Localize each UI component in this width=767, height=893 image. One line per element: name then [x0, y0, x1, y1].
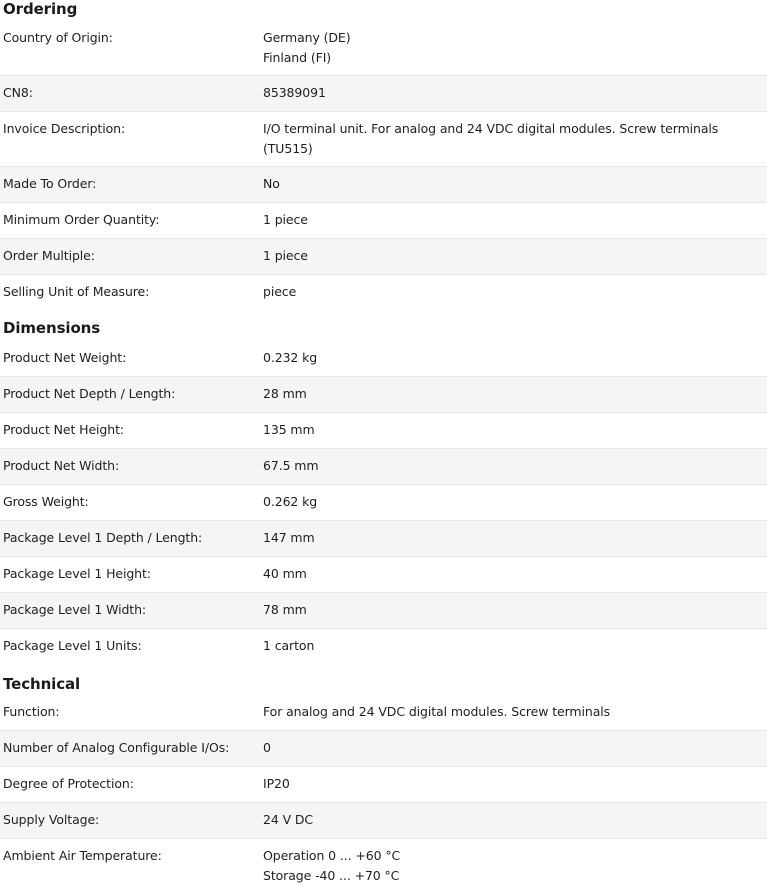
spec-value: 67.5 mm [263, 458, 319, 473]
spec-row [0, 731, 767, 767]
spec-value-line: Operation 0 ... +60 °C [263, 848, 401, 863]
spec-row [0, 21, 767, 76]
spec-value: For analog and 24 VDC digital modules. Screw terminals [263, 704, 611, 719]
section-ordering [0, 0, 767, 311]
spec-value: 28 mm [263, 386, 307, 401]
spec-value-line: Finland (FI) [263, 50, 332, 65]
spec-value [263, 19, 767, 75]
spec-row [0, 76, 767, 112]
section-dimensions [0, 311, 767, 665]
spec-row [0, 803, 767, 839]
spec-value: 85389091 [263, 85, 326, 100]
spec-row [0, 449, 767, 485]
spec-value: 1 piece [263, 212, 308, 227]
spec-label: Made To Order: [3, 176, 97, 191]
spec-row [0, 377, 767, 413]
spec-label: Product Net Weight: [3, 350, 127, 365]
spec-label: Product Net Height: [3, 422, 124, 437]
spec-row [0, 413, 767, 449]
spec-label: Package Level 1 Depth / Length: [3, 530, 203, 545]
section-title: Ordering [3, 0, 78, 18]
spec-value: 78 mm [263, 602, 307, 617]
spec-row [0, 275, 767, 311]
spec-label: Invoice Description: [3, 121, 126, 136]
spec-label: Product Net Depth / Length: [3, 386, 176, 401]
spec-row [0, 485, 767, 521]
spec-label: Ambient Air Temperature: [3, 848, 162, 863]
spec-row [0, 767, 767, 803]
spec-row [0, 839, 767, 893]
spec-value: No [263, 176, 280, 191]
spec-value: piece [263, 284, 297, 299]
spec-label: Country of Origin: [3, 30, 113, 45]
spec-value-line: Germany (DE) [263, 30, 351, 45]
spec-label: Package Level 1 Height: [3, 566, 151, 581]
spec-value: 0 [263, 740, 271, 755]
section-title: Technical [3, 675, 81, 693]
spec-value: 24 V DC [263, 812, 314, 827]
spec-value-line: Storage -40 ... +70 °C [263, 868, 400, 883]
spec-value: 0.262 kg [263, 494, 318, 509]
spec-row [0, 239, 767, 275]
spec-label: Product Net Width: [3, 458, 120, 473]
spec-row [0, 593, 767, 629]
spec-row [0, 112, 767, 167]
spec-row [0, 341, 767, 377]
spec-label: Package Level 1 Units: [3, 638, 142, 653]
spec-row [0, 695, 767, 731]
spec-label: Selling Unit of Measure: [3, 284, 150, 299]
spec-label: CN8: [3, 85, 33, 100]
spec-row [0, 629, 767, 665]
spec-value: I/O terminal unit. For analog and 24 VDC digital modules. Screw terminals (TU515) [263, 121, 719, 156]
spec-label: Supply Voltage: [3, 812, 100, 827]
spec-value [263, 837, 767, 893]
spec-value: IP20 [263, 776, 290, 791]
section-title: Dimensions [3, 319, 101, 337]
spec-label: Number of Analog Configurable I/Os: [3, 740, 230, 755]
spec-value: 135 mm [263, 422, 315, 437]
spec-value: 40 mm [263, 566, 307, 581]
spec-label: Function: [3, 704, 60, 719]
spec-value: 1 carton [263, 638, 315, 653]
spec-label: Minimum Order Quantity: [3, 212, 160, 227]
spec-label: Degree of Protection: [3, 776, 134, 791]
spec-label: Gross Weight: [3, 494, 89, 509]
section-technical [0, 665, 767, 893]
spec-value: 1 piece [263, 248, 308, 263]
spec-value: 147 mm [263, 530, 315, 545]
spec-row [0, 557, 767, 593]
spec-row [0, 167, 767, 203]
spec-label: Package Level 1 Width: [3, 602, 147, 617]
spec-row [0, 203, 767, 239]
spec-row [0, 521, 767, 557]
spec-label: Order Multiple: [3, 248, 95, 263]
spec-value: 0.232 kg [263, 350, 318, 365]
